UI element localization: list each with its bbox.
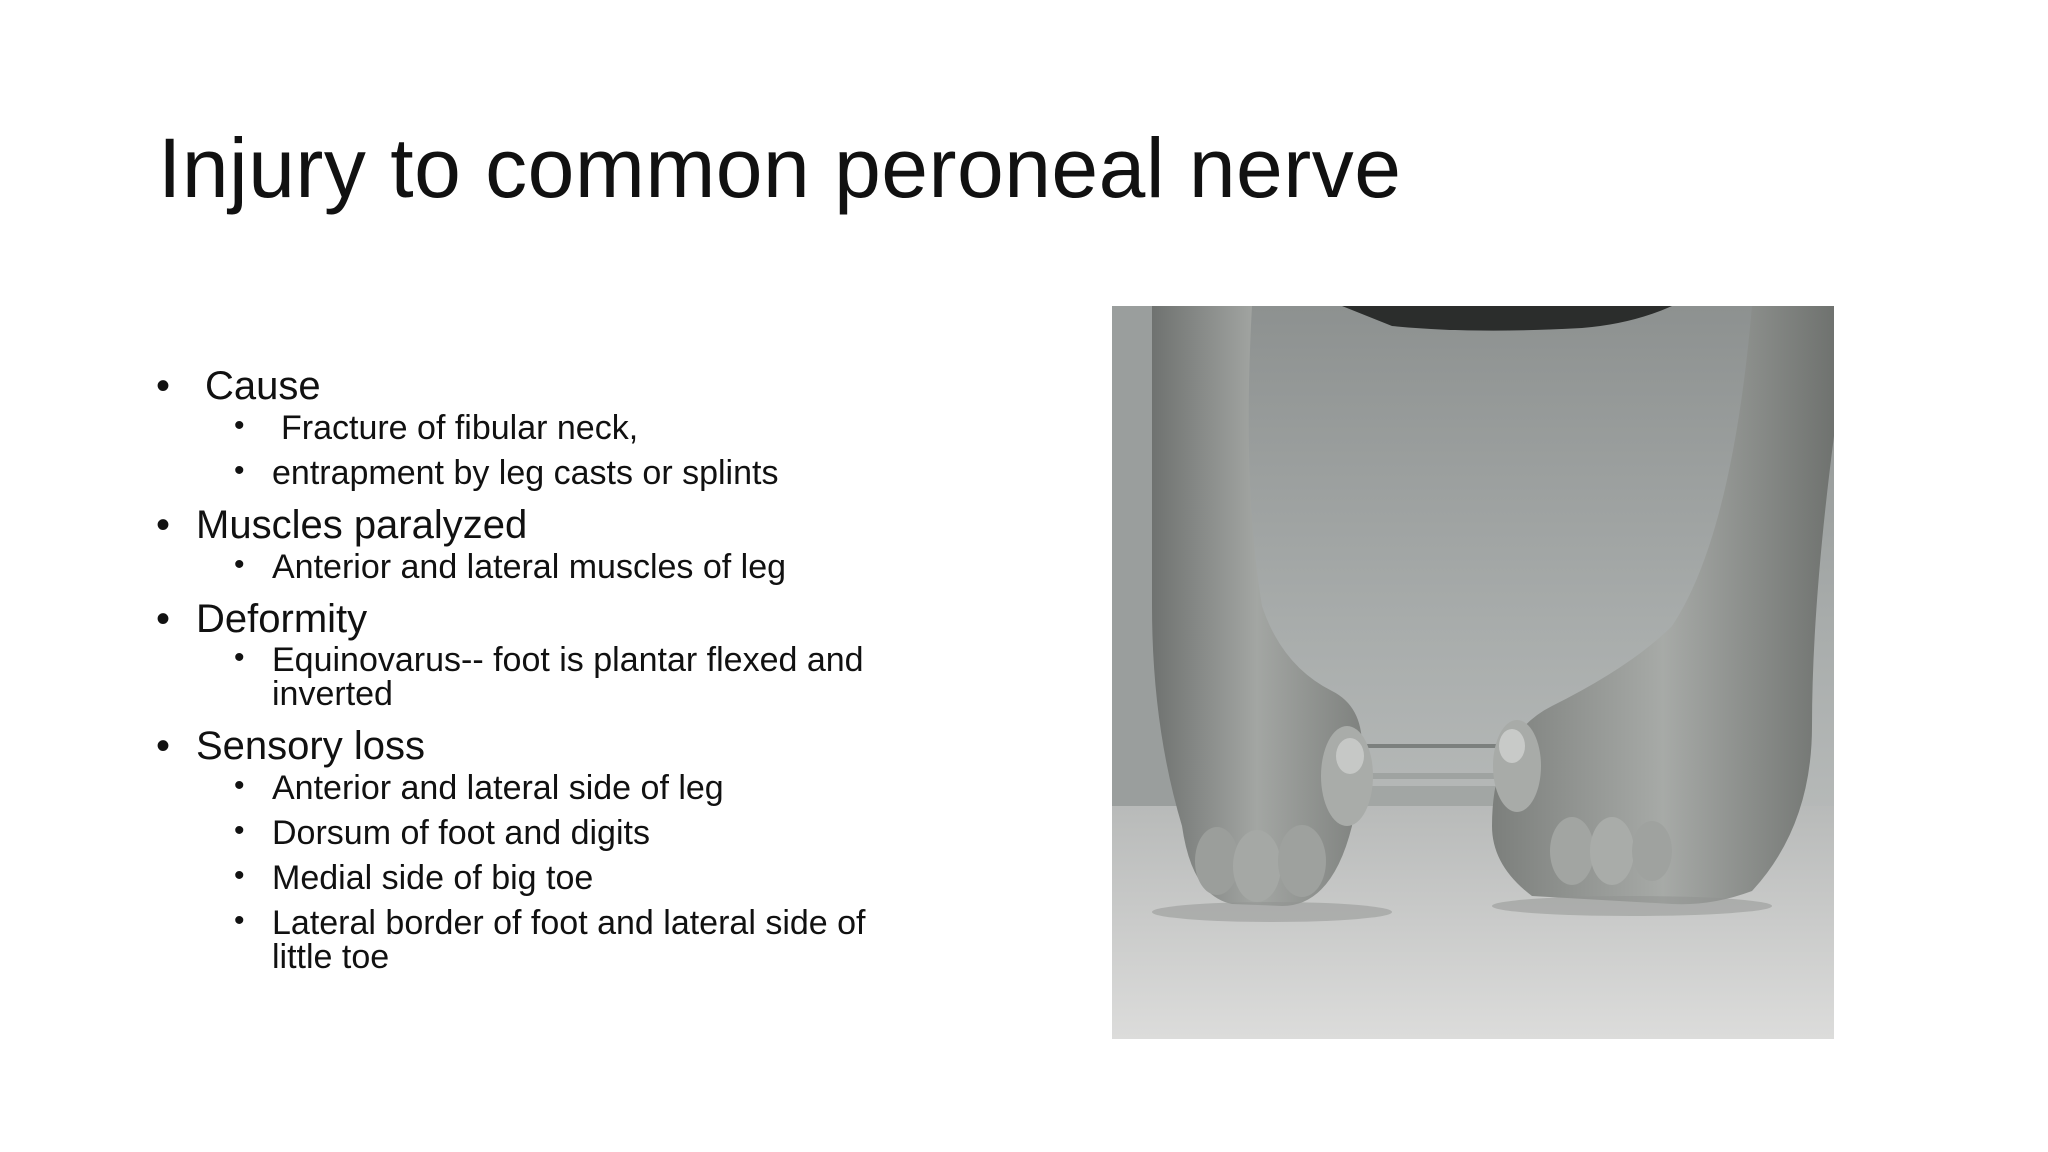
- heading-text: Cause: [205, 364, 321, 408]
- section-sensory: [150, 722, 970, 977]
- item-text: Anterior and lateral side of leg: [272, 769, 724, 808]
- heading-text: Muscles paralyzed: [196, 502, 528, 547]
- item-text: Dorsum of foot and digits: [272, 814, 650, 853]
- sub-list: [150, 547, 970, 586]
- bullet-item: [150, 722, 970, 771]
- bullet-list: [150, 362, 970, 985]
- slide-title: Injury to common peroneal nerve: [158, 121, 1402, 215]
- sub-bullet-item: [234, 904, 932, 977]
- bullet-icon: •: [234, 641, 245, 675]
- item-text: Equinovarus-- foot is plantar flexed and inverted: [272, 641, 864, 714]
- sub-bullet-item: [234, 408, 970, 447]
- bullet-icon: •: [156, 724, 171, 769]
- sub-bullet-item: [234, 814, 970, 853]
- bullet-icon: •: [234, 904, 245, 938]
- sub-bullet-item: [234, 769, 970, 808]
- bullet-icon: •: [234, 769, 245, 803]
- bullet-icon: •: [234, 453, 245, 487]
- bullet-icon: •: [156, 596, 171, 641]
- item-text: Fracture of fibular neck,: [281, 408, 639, 447]
- feet-photo: [1112, 306, 1834, 1039]
- bullet-icon: •: [234, 547, 245, 581]
- sub-list: [150, 769, 970, 977]
- bullet-icon: •: [234, 408, 245, 442]
- item-text: entrapment by leg casts or splints: [272, 453, 779, 492]
- heading-text: Sensory loss: [196, 724, 425, 769]
- bullet-icon: •: [156, 502, 171, 547]
- section-cause: [150, 362, 970, 490]
- bullet-item: [150, 362, 970, 411]
- bullet-icon: •: [156, 364, 171, 408]
- sub-bullet-item: [234, 453, 970, 492]
- sub-list: [150, 408, 970, 492]
- item-text: Medial side of big toe: [272, 859, 594, 898]
- section-muscles: [150, 501, 970, 584]
- heading-text: Deformity: [196, 596, 368, 641]
- section-deformity: [150, 595, 970, 712]
- bullet-icon: •: [234, 859, 245, 893]
- sub-bullet-item: [234, 641, 912, 714]
- bullet-icon: •: [234, 814, 245, 848]
- feet-photo-drawing: [1112, 306, 1834, 1039]
- bullet-item: [150, 595, 970, 644]
- sub-bullet-item: [234, 859, 970, 898]
- sub-bullet-item: [234, 547, 970, 586]
- item-text: Lateral border of foot and lateral side of little toe: [272, 904, 866, 977]
- bullet-item: [150, 501, 970, 550]
- item-text: Anterior and lateral muscles of leg: [272, 547, 787, 586]
- sub-list: [150, 641, 970, 714]
